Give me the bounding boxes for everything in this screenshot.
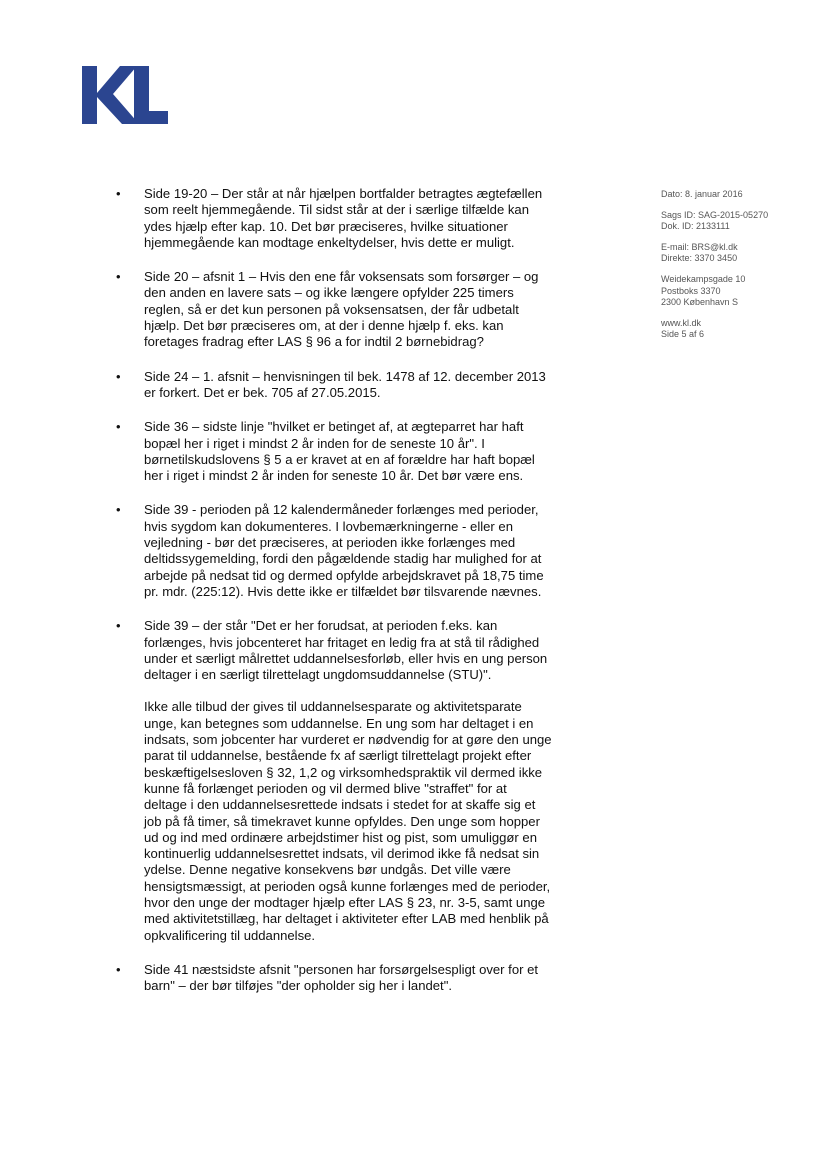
item-text: Side 20 – afsnit 1 – Hvis den ene får voksensats som forsørger – og den anden en lavere sats – og ikke længere opfylder 225 timers reglen, så er det kun personen på voksensatsen, der får udbetalt hjælp. Det bør præciseres om, at der i denne hjælp f. eks. kan foretages fradrag efter LAS § 96 a for indtil 2 børnebidrag? <box>144 269 539 350</box>
kl-logo <box>82 66 168 124</box>
address-line: 2300 København S <box>661 297 739 308</box>
email-label: E-mail: <box>661 241 690 252</box>
bullet-icon: • <box>116 502 121 518</box>
direct-phone-row <box>661 253 801 265</box>
date-row <box>661 189 801 201</box>
bullet-icon: • <box>116 269 121 285</box>
case-id-label: Sags ID: <box>661 209 696 220</box>
date-label: Dato: <box>661 189 683 199</box>
list-item <box>116 369 552 402</box>
list-item <box>116 186 552 251</box>
bullet-icon: • <box>116 368 121 384</box>
comment-list <box>116 186 552 1012</box>
address-line: Postboks 3370 <box>661 285 721 296</box>
doc-id-row <box>661 221 801 233</box>
direct-phone-label: Direkte: <box>661 253 693 264</box>
case-id-value: SAG-2015-05270 <box>698 209 769 220</box>
case-id-row <box>661 210 801 222</box>
item-text: Side 39 – der står "Det er her forudsat, at perioden f.eks. kan forlænges, hvis jobcenteret har fritaget en ledig fra at stå til rådighed under et særligt målrettet uddannelsesforløb, eller hvis en ung person deltager i en særligt tilrettelagt ungdomsuddannelse (STU)". <box>144 618 548 683</box>
list-item <box>116 962 552 995</box>
item-text: Side 36 – sidste linje "hvilket er betinget af, at ægteparret har haft bopæl her i riget i mindst 2 år inden for de seneste 10 år". I børnetilskudslovens § 5 a er kravet at en af forældre har haft bopæl her i riget i mindst 2 år inden for seneste 10 år. Det bør være ens. <box>144 419 535 484</box>
bullet-icon: • <box>116 186 121 201</box>
item-text: Side 39 - perioden på 12 kalendermåneder forlænges med perioder, hvis sygdom kan dokumenteres. I lovbemærkningerne - eller en vejledning - bør det præciseres, at perioden ikke forlænges med deltidssygemelding, fordi den pågældende stadig har mulighed for at arbejde på nedsat tid og dermed opfylde arbejdskravet på 18,75 time pr. mdr. (225:12). Hvis dette ikke er tilfældet bør tilsvarende nævnes. <box>144 502 544 599</box>
bullet-icon: • <box>116 961 121 977</box>
item-text: Side 19-20 – Der står at når hjælpen bortfalder betragtes ægtefællen som reelt hjemmegående. Til sidst står at der i særlige tilfælde kan ydes hjælp efter kap. 10. Det bør præciseres, hvilke situationer hjemmegående kan modtage enkeltydelser, hvis dette er muligt. <box>144 186 543 250</box>
website-link[interactable]: www.kl.dk <box>661 317 702 328</box>
list-item <box>116 502 552 600</box>
list-item <box>116 269 552 350</box>
item-text: Side 41 næstsidste afsnit "personen har forsørgelsespligt over for et barn" – der bør tilføjes "der opholder sig her i landet". <box>144 961 539 994</box>
page-number: Side 5 af 6 <box>661 329 705 340</box>
list-item <box>116 618 552 944</box>
email-value[interactable]: BRS@kl.dk <box>691 241 738 252</box>
bullet-icon: • <box>116 618 121 634</box>
list-item <box>116 419 552 484</box>
bullet-icon: • <box>116 419 121 435</box>
item-text: Side 24 – 1. afsnit – henvisningen til bek. 1478 af 12. december 2013 er forkert. Det er bek. 705 af 27.05.2015. <box>144 368 546 400</box>
doc-id-label: Dok. ID: <box>661 221 694 232</box>
item-text: Ikke alle tilbud der gives til uddannelsesparate og aktivitetsparate unge, kan betegnes som uddannelse. En ung som har deltaget i en indsats, som jobcenter har vurderet er nødvendig for at gøre den unge parat til uddannelse, bestående fx af særligt tilrettelagt projekt efter beskæftigelsesloven § 32, 1,2 og virksomhedspraktik vil dermed ikke kunne få forlænget perioden og vil dermed blive "straffet" for at deltage i den uddannelsesrettede indsats i stedet for at skaffe sig et job på få timer, så timekravet kunne opfyldes. Den unge som hopper ud og ind med ordinære arbejdstimer hist og pist, som umuliggør en kontinuerlig uddannelsesrettet indsats, vil derimod ikke få nedsat sin ydelse. Denne negative konsekvens bør undgås. Det ville være hensigtsmæssigt, at perioden også kunne forlænges med de perioder, hvor den unge der modtager hjælp efter LAS § 23, nr. 3-5, samt unge med aktivitetstillæg, har deltaget i aktiviteter efter LAB med henblik på opkvalificering til uddannelse. <box>144 699 552 943</box>
address-line: Weidekampsgade 10 <box>661 273 746 284</box>
email-row <box>661 242 801 254</box>
document-meta <box>661 189 801 350</box>
direct-phone-value: 3370 3450 <box>694 253 738 264</box>
date-value: 8. januar 2016 <box>685 189 743 199</box>
doc-id-value: 2133111 <box>696 221 730 232</box>
